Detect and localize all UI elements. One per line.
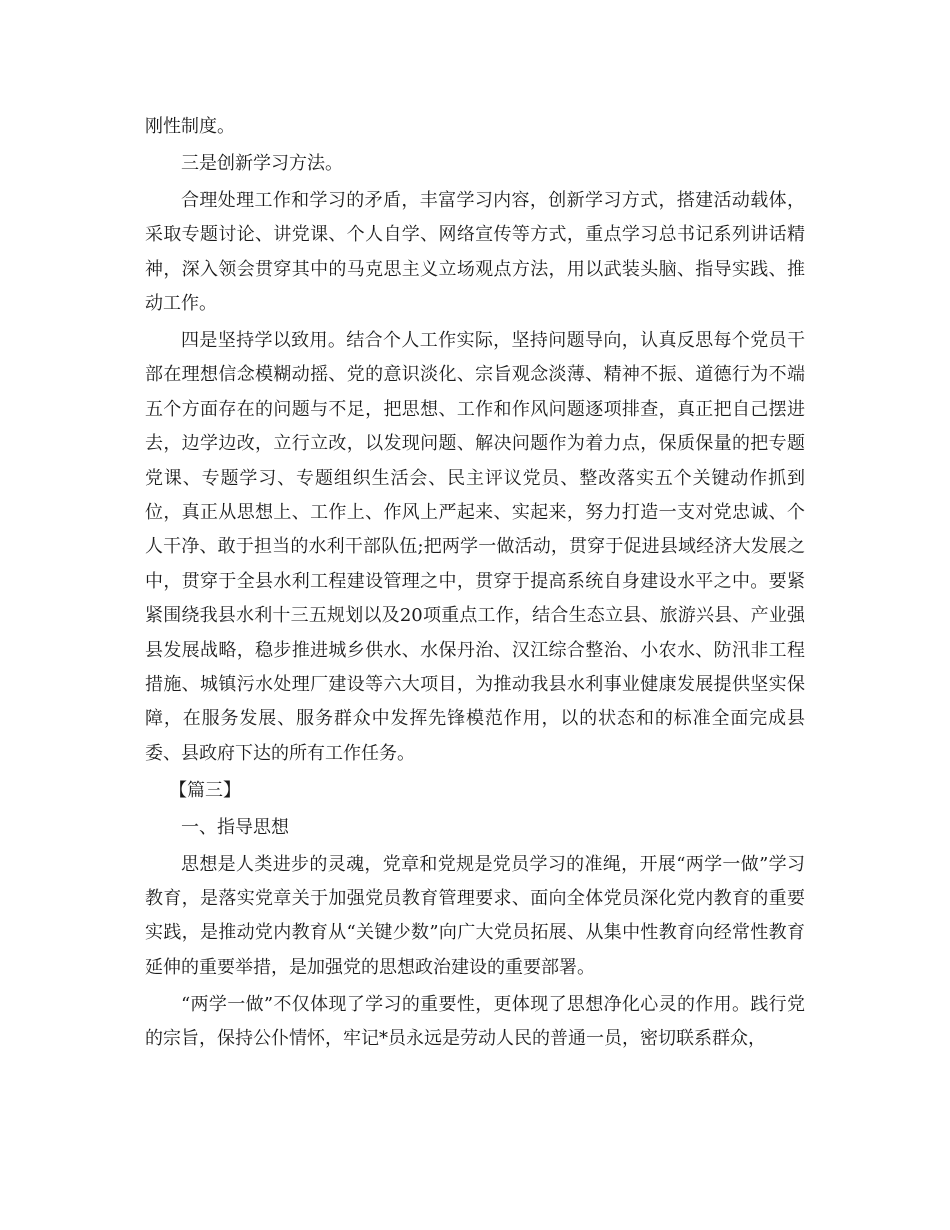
paragraph-point-four: 四是坚持学以致用。结合个人工作实际，坚持问题导向，认真反思每个党员干部在理想信念模糊动摇、党的意识淡化、宗旨观念淡薄、精神不振、道德行为不端五个方面存在的问题与不足，把思想、工作和作风问题逐项排查，真正把自己摆进去，边学边改，立行立改，以发现问题、解决问题作为着力点，保质保量的把专题党课、专题学习、专题组织生活会、民主评议党员、整改落实五个关键动作抓到位，真正从思想上、工作上、作风上严起来、实起来，努力打造一支对党忠诚、个人干净、敢于担当的水利干部队伍;把两学一做活动，贯穿于促进县域经济大发展之中，贯穿于全县水利工程建设管理之中，贯穿于提高系统自身建设水平之中。要紧紧围绕我县水利十三五规划以及20项重点工作，结合生态立县、旅游兴县、产业强县发展战略，稳步推进城乡供水、水保丹治、汉江综合整治、小农水、防汛非工程措施、城镇污水处理厂建设等六大项目，为推动我县水利事业健康发展提供坚实保障，在服务发展、服务群众中发挥先锋模范作用，以的状态和的标准全面完成县委、县政府下达的所有工作任务。: [145, 329, 805, 764]
section-heading-part-three: 【篇三】: [169, 779, 241, 801]
paragraph-ideology-body: 思想是人类进步的灵魂，党章和党规是党员学习的准绳，开展“两学一做”学习教育，是落实党章关于加强党员教育管理要求、面向全体党员深化党内教育的重要实践，是推动党内教育从“关键少数”向广大党员拓展、从集中性教育向经常性教育延伸的重要举措，是加强党的思想政治建设的重要部署。: [145, 853, 805, 978]
paragraph-continuation: 刚性制度。: [145, 116, 235, 137]
subheading-guiding-ideology: 一、指导思想: [181, 816, 289, 838]
paragraph-point-three-heading: 三是创新学习方法。: [181, 152, 343, 174]
paragraph-point-three-body: 合理处理工作和学习的矛盾，丰富学习内容，创新学习方式，搭建活动载体，采取专题讨论、讲党课、个人自学、网络宣传等方式，重点学习总书记系列讲话精神，深入领会贯穿其中的马克思主义立场观点方法，用以武装头脑、指导实践、推动工作。: [145, 189, 805, 315]
paragraph-two-studies-one-action: “两学一做”不仅体现了学习的重要性，更体现了思想净化心灵的作用。践行党的宗旨，保持公仆情怀，牢记*员永远是劳动人民的普通一员，密切联系群众，: [145, 993, 805, 1050]
document-body: [145, 110, 805, 1059]
